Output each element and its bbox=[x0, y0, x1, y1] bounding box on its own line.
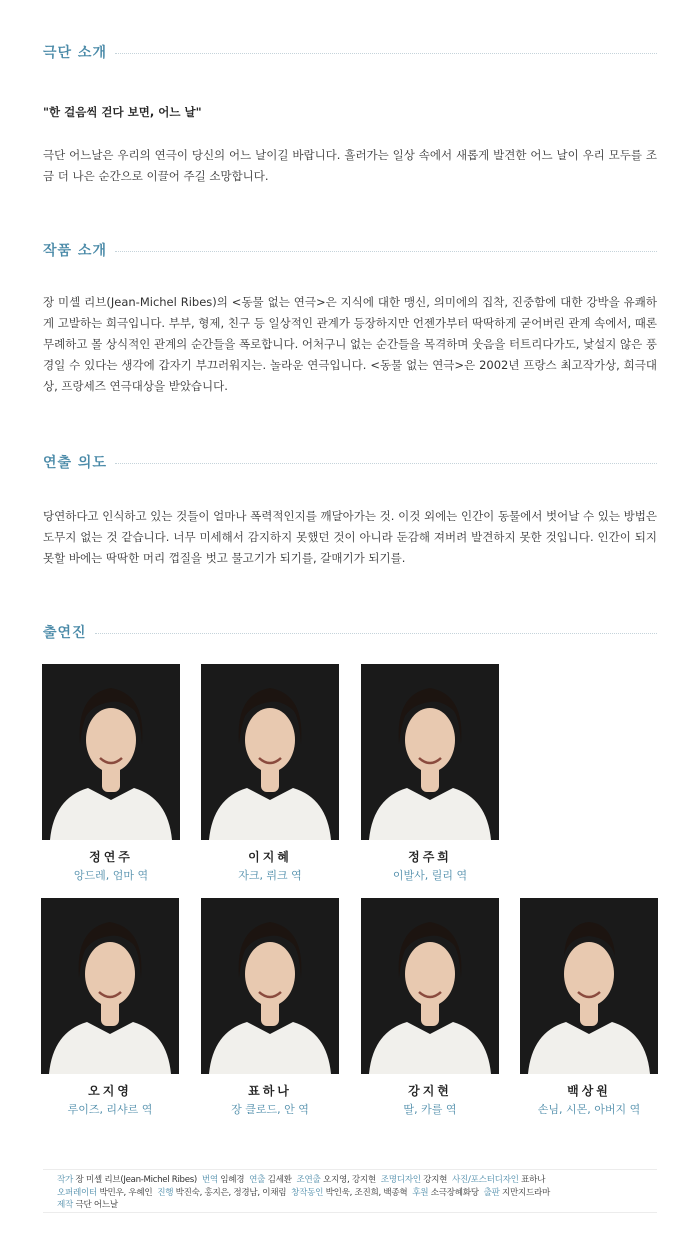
portrait-photo bbox=[361, 664, 499, 840]
section-header-direction bbox=[43, 452, 657, 472]
credit-value: 지만지드라마 bbox=[502, 1187, 551, 1198]
credit-key: 조명디자인 bbox=[380, 1175, 421, 1185]
credit-value: 박민우, 우혜인 bbox=[99, 1187, 153, 1198]
cast-role: 장 클로드, 안 역 bbox=[231, 1103, 309, 1116]
section-header-work bbox=[43, 240, 657, 260]
cast-name: 정연주 bbox=[89, 850, 133, 864]
portrait-photo bbox=[201, 664, 339, 840]
section-divider bbox=[115, 53, 657, 54]
cast-card bbox=[361, 664, 499, 883]
cast-name: 백상원 bbox=[567, 1084, 611, 1098]
credit-key: 창작동인 bbox=[291, 1187, 324, 1198]
credit-key: 진행 bbox=[157, 1187, 174, 1198]
credit-value: 임혜경 bbox=[220, 1175, 245, 1185]
portrait-photo bbox=[361, 898, 499, 1074]
portrait-photo bbox=[41, 898, 179, 1074]
portrait-image bbox=[361, 664, 499, 840]
credit-value: 표하나 bbox=[521, 1175, 546, 1185]
section-title: 연출 의도 bbox=[43, 455, 107, 471]
portrait-image bbox=[201, 898, 339, 1074]
section-divider bbox=[115, 463, 657, 464]
portrait-image bbox=[42, 664, 180, 840]
credit-value: 강지현 bbox=[423, 1175, 448, 1185]
credit-key: 번역 bbox=[201, 1175, 218, 1185]
cast-name: 정주희 bbox=[408, 850, 452, 864]
cast-role: 딸, 카를 역 bbox=[403, 1103, 457, 1116]
cast-name: 이지혜 bbox=[248, 850, 292, 864]
section-divider bbox=[95, 633, 657, 634]
credit-value: 장 미셸 리브(Jean-Michel Ribes) bbox=[75, 1175, 197, 1185]
section-header-cast bbox=[43, 622, 657, 642]
portrait-image bbox=[361, 898, 499, 1074]
cast-card bbox=[41, 898, 179, 1117]
section-title: 극단 소개 bbox=[43, 45, 107, 61]
credit-value: 박인욱, 조진희, 백종혁 bbox=[325, 1187, 408, 1198]
cast-role: 이발사, 릴리 역 bbox=[392, 869, 468, 882]
direction-body: 당연하다고 인식하고 있는 것들이 얼마나 폭력적인지를 깨달아가는 것. 이것 외에는 인간이 동물에서 벗어날 수 있는 방법은 도무지 없는 것 같습니다. 너무 미세해서 감지하지 못했던 것이 아니라 둔감해 져버려 발견하지 못한 것입니다. 인간이 되지 못할 바에는 딱딱한 머리 껍질을 벗고 물고기가 되기를, 갈매기가 되기를. bbox=[43, 509, 657, 565]
cast-name: 표하나 bbox=[248, 1084, 292, 1098]
cast-role: 앙드레, 엄마 역 bbox=[73, 869, 149, 882]
section-divider bbox=[115, 251, 657, 252]
credit-value: 김세환 bbox=[267, 1175, 292, 1185]
cast-card bbox=[361, 898, 499, 1117]
portrait-image bbox=[201, 664, 339, 840]
credit-value: 오지영, 강지현 bbox=[322, 1175, 376, 1185]
credits-line bbox=[43, 1199, 657, 1212]
cast-card bbox=[520, 898, 658, 1117]
section-title: 작품 소개 bbox=[43, 243, 107, 259]
portrait-photo bbox=[520, 898, 658, 1074]
credits-box bbox=[43, 1169, 657, 1213]
cast-name: 오지영 bbox=[88, 1084, 132, 1098]
cast-role: 손님, 시몬, 아버지 역 bbox=[537, 1103, 641, 1116]
portrait-photo bbox=[201, 898, 339, 1074]
cast-card bbox=[201, 664, 339, 883]
credit-key: 연출 bbox=[249, 1175, 266, 1185]
credit-key: 작가 bbox=[57, 1175, 74, 1185]
credit-value: 박진숙, 홍지은, 정경남, 이채림 bbox=[175, 1187, 287, 1198]
section-title: 출연진 bbox=[43, 625, 87, 641]
credit-key: 조연출 bbox=[296, 1175, 321, 1185]
cast-card bbox=[42, 664, 180, 883]
troupe-quote: "한 걸음씩 걷다 보면, 어느 날" bbox=[43, 105, 202, 119]
credit-key: 오퍼레이터 bbox=[57, 1187, 98, 1198]
cast-role: 자크, 뤼크 역 bbox=[238, 869, 302, 882]
credit-key: 출판 bbox=[483, 1187, 500, 1198]
work-body: 장 미셸 리브(Jean-Michel Ribes)의 <동물 없는 연극>은 지식에 대한 맹신, 의미에의 집착, 진중함에 대한 강박을 유쾌하게 고발하는 희극입니다. 부부, 형제, 친구 등 일상적인 관계가 등장하지만 언젠가부터 딱딱하게 굳어버린 관계 속에서, 때론 무례하고 몰 상식적인 관계의 순간들을 폭로합니다. 어처구니 없는 순간들을 목격하며 웃음을 터트리다가도, 낯설지 않은 풍경일 수 있다는 생각에 갑자기 부끄러워지는. 놀라운 연극입니다. <동물 없는 연극>은 2002년 프랑스 최고작가상, 희극대상, 프랑세즈 연극대상을 받았습니다. bbox=[43, 295, 657, 393]
troupe-body: 극단 어느날은 우리의 연극이 당신의 어느 날이길 바랍니다. 흘러가는 일상 속에서 새롭게 발견한 어느 날이 우리 모두를 조금 더 나은 순간으로 이끌어 주길 소망합니다. bbox=[43, 148, 657, 183]
cast-card bbox=[201, 898, 339, 1117]
cast-role: 루이즈, 리샤르 역 bbox=[67, 1103, 153, 1116]
credits-line bbox=[43, 1174, 657, 1187]
portrait-photo bbox=[42, 664, 180, 840]
portrait-image bbox=[520, 898, 658, 1074]
credits-line bbox=[43, 1187, 657, 1200]
cast-name: 강지현 bbox=[408, 1084, 452, 1098]
credit-key: 후원 bbox=[412, 1187, 429, 1198]
credit-key: 사진/포스터디자인 bbox=[452, 1175, 519, 1185]
section-header-troupe bbox=[43, 42, 657, 62]
credit-key: 제작 bbox=[57, 1200, 74, 1210]
credit-value: 극단 어느날 bbox=[75, 1200, 118, 1210]
credit-value: 소극장혜화당 bbox=[430, 1187, 479, 1198]
portrait-image bbox=[41, 898, 179, 1074]
